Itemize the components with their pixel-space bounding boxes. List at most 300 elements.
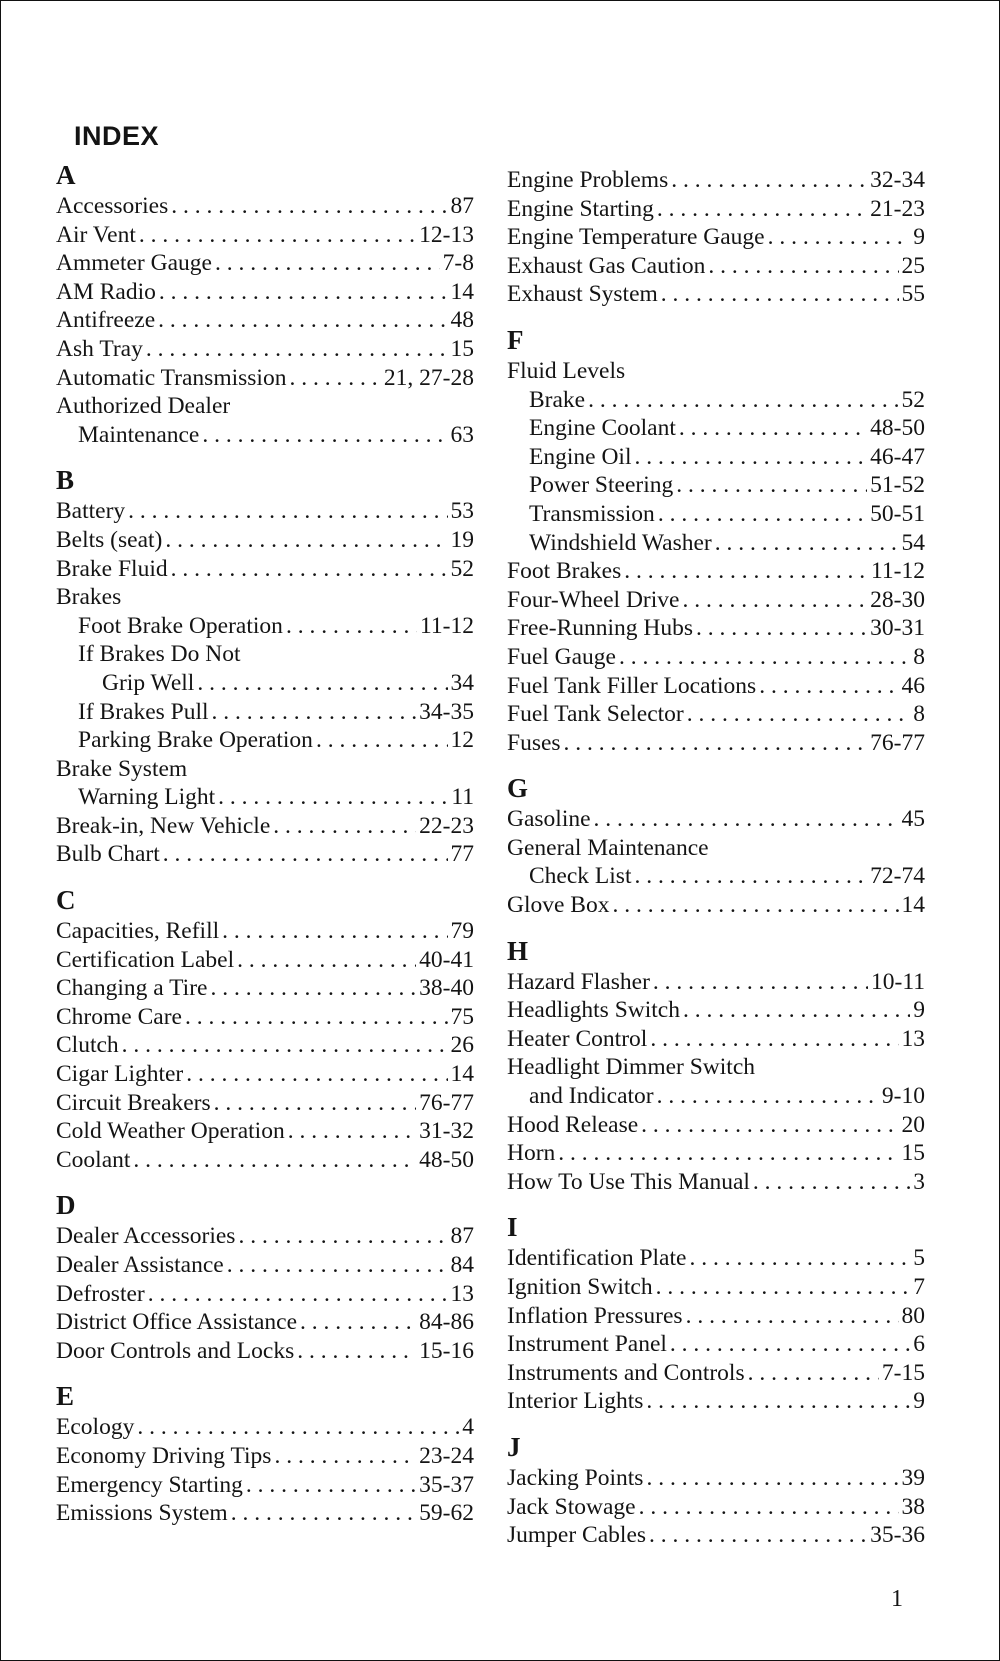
index-entry xyxy=(507,1025,925,1054)
entry-page: 84-86 xyxy=(419,1309,474,1336)
dot-leader xyxy=(646,1387,910,1416)
entry-page: 12-13 xyxy=(419,221,474,248)
dot-leader xyxy=(237,946,416,975)
index-entry xyxy=(56,755,474,784)
entry-label: Hazard Flasher xyxy=(507,968,650,995)
index-entry xyxy=(56,1499,474,1528)
entry-page: 10-11 xyxy=(871,968,925,995)
entry-label: Economy Driving Tips xyxy=(56,1442,272,1469)
dot-leader xyxy=(171,555,448,584)
index-entry xyxy=(56,1280,474,1309)
dot-leader xyxy=(624,557,868,586)
dot-leader xyxy=(689,1244,910,1273)
index-entry xyxy=(56,1003,474,1032)
index-entry xyxy=(507,557,925,586)
entry-page: 25 xyxy=(901,252,925,279)
index-entry xyxy=(507,1111,925,1140)
index-section xyxy=(56,158,474,449)
dot-leader xyxy=(163,840,448,869)
entry-page: 77 xyxy=(450,841,474,868)
index-entry xyxy=(507,1493,925,1522)
entry-page: 14 xyxy=(450,278,474,305)
entry-label: Glove Box xyxy=(507,892,610,919)
dot-leader xyxy=(133,1146,416,1175)
dot-leader xyxy=(612,891,898,920)
index-entry xyxy=(507,1168,925,1197)
entry-label: Cold Weather Operation xyxy=(56,1118,285,1145)
entry-label: Fuel Tank Selector xyxy=(507,701,684,728)
dot-leader xyxy=(657,195,867,224)
index-entry xyxy=(56,640,474,669)
dot-leader xyxy=(682,586,867,615)
entry-label: Instrument Panel xyxy=(507,1331,667,1358)
entry-label: Warning Light xyxy=(78,784,216,811)
dot-leader xyxy=(214,1089,417,1118)
entry-label: Four-Wheel Drive xyxy=(507,586,680,613)
dot-leader xyxy=(246,1471,416,1500)
entry-page: 13 xyxy=(450,1280,474,1307)
index-entry xyxy=(56,612,474,641)
index-entry xyxy=(56,840,474,869)
dot-leader xyxy=(288,1117,416,1146)
section-letter: I xyxy=(507,1212,518,1243)
entry-label: Automatic Transmission xyxy=(56,364,287,391)
index-entry xyxy=(507,223,925,252)
entry-label: Jacking Points xyxy=(507,1464,644,1491)
index-entry xyxy=(56,1060,474,1089)
entry-label: Circuit Breakers xyxy=(56,1089,211,1116)
dot-leader xyxy=(759,672,898,701)
index-entry xyxy=(56,1222,474,1251)
entry-label: Belts (seat) xyxy=(56,526,163,553)
entry-label: Inflation Pressures xyxy=(507,1302,683,1329)
index-entry xyxy=(56,392,474,421)
dot-leader xyxy=(215,249,440,278)
dot-leader xyxy=(148,1280,448,1309)
dot-leader xyxy=(650,1025,898,1054)
section-letter: F xyxy=(507,324,524,355)
entry-label: Certification Label xyxy=(56,946,235,973)
entry-page: 76-77 xyxy=(419,1089,474,1116)
index-entry xyxy=(507,443,925,472)
entry-page: 7-8 xyxy=(442,250,474,277)
entry-label: Jack Stowage xyxy=(507,1493,636,1520)
index-entry xyxy=(56,1442,474,1471)
section-letter: J xyxy=(507,1431,521,1462)
entry-label: Engine Coolant xyxy=(529,415,676,442)
index-section xyxy=(56,463,474,869)
index-entry xyxy=(56,726,474,755)
entry-label: Windshield Washer xyxy=(529,529,712,556)
dot-leader xyxy=(634,862,867,891)
entry-label: Jumper Cables xyxy=(507,1522,647,1549)
index-entry xyxy=(56,1251,474,1280)
entry-page: 76-77 xyxy=(870,729,925,756)
entry-page: 11-12 xyxy=(420,612,474,639)
index-entry xyxy=(507,729,925,758)
entry-page: 6 xyxy=(913,1331,925,1358)
dot-leader xyxy=(753,1168,910,1197)
dot-leader xyxy=(687,700,911,729)
dot-leader xyxy=(146,335,448,364)
entry-label: Gasoline xyxy=(507,806,591,833)
entry-page: 4 xyxy=(462,1414,474,1441)
entry-label: Accessories xyxy=(56,193,169,219)
dot-leader xyxy=(316,726,448,755)
dot-leader xyxy=(588,386,898,415)
entry-page: 63 xyxy=(450,421,474,448)
dot-leader xyxy=(696,614,867,643)
entry-page: 15-16 xyxy=(419,1337,474,1364)
entry-page: 55 xyxy=(901,281,925,308)
entry-label: Headlights Switch xyxy=(507,997,680,1024)
entry-page: 11-12 xyxy=(871,558,925,585)
index-entry xyxy=(507,1359,925,1388)
dot-leader xyxy=(653,968,868,997)
entry-label: Foot Brake Operation xyxy=(78,612,283,639)
dot-leader xyxy=(300,1308,416,1337)
index-entry xyxy=(507,166,925,195)
entry-label: Air Vent xyxy=(56,221,136,248)
index-entry xyxy=(507,1387,925,1416)
index-entry xyxy=(507,805,925,834)
index-entry xyxy=(507,386,925,415)
index-entry xyxy=(507,996,925,1025)
entry-label: Door Controls and Locks xyxy=(56,1337,295,1364)
entry-page: 45 xyxy=(901,806,925,833)
dot-leader xyxy=(218,783,448,812)
dot-leader xyxy=(558,1139,898,1168)
entry-label: Parking Brake Operation xyxy=(78,727,313,754)
entry-label: Dealer Assistance xyxy=(56,1252,224,1278)
entry-label: Fuel Tank Filler Locations xyxy=(507,672,757,699)
dot-leader xyxy=(657,1082,879,1111)
entry-page: 30-31 xyxy=(870,615,925,642)
index-entry xyxy=(507,252,925,281)
entry-page: 48 xyxy=(450,307,474,334)
entry-label: Transmission xyxy=(529,500,655,527)
index-entry xyxy=(507,1273,925,1302)
index-entry xyxy=(507,471,925,500)
dot-leader xyxy=(197,669,447,698)
index-entry xyxy=(507,500,925,529)
index-entry xyxy=(507,891,925,920)
index-entry xyxy=(507,1082,925,1111)
index-entry xyxy=(56,946,474,975)
entry-page: 53 xyxy=(450,498,474,525)
entry-label: Break-in, New Vehicle xyxy=(56,812,271,839)
dot-leader xyxy=(708,252,898,281)
dot-leader xyxy=(683,996,910,1025)
entry-page: 38-40 xyxy=(419,975,474,1002)
entry-page: 38 xyxy=(901,1493,925,1520)
entry-label: Horn xyxy=(507,1140,556,1167)
index-entry xyxy=(507,1053,925,1082)
entry-label: Clutch xyxy=(56,1032,119,1059)
entry-page: 5 xyxy=(913,1245,925,1272)
index-entry xyxy=(507,834,925,863)
entry-label: and Indicator xyxy=(529,1083,654,1110)
entry-label: Engine Oil xyxy=(529,443,632,470)
index-entry xyxy=(56,1031,474,1060)
entry-label: Cigar Lighter xyxy=(56,1061,184,1088)
index-section xyxy=(507,166,925,309)
dot-leader xyxy=(639,1493,899,1522)
entry-page: 9-10 xyxy=(881,1083,925,1110)
dot-leader xyxy=(273,812,416,841)
entry-label: Power Steering xyxy=(529,472,674,499)
index-entry xyxy=(507,643,925,672)
dot-leader xyxy=(212,698,417,727)
index-entry xyxy=(507,280,925,309)
index-section xyxy=(56,883,474,1174)
dot-leader xyxy=(646,1464,898,1493)
dot-leader xyxy=(137,1413,459,1442)
entry-page: 15 xyxy=(901,1140,925,1167)
entry-label: How To Use This Manual xyxy=(507,1168,750,1195)
entry-page: 35-36 xyxy=(870,1522,925,1549)
dot-leader xyxy=(297,1337,416,1366)
entry-label: Exhaust System xyxy=(507,281,658,308)
entry-label: Heater Control xyxy=(507,1025,648,1052)
dot-leader xyxy=(238,1222,447,1251)
index-entry xyxy=(56,1146,474,1175)
index-entry xyxy=(507,1330,925,1359)
index-entry xyxy=(56,1471,474,1500)
section-letter: E xyxy=(56,1381,75,1412)
entry-page: 75 xyxy=(450,1003,474,1030)
entry-page: 34 xyxy=(450,669,474,696)
section-letter: G xyxy=(507,773,529,804)
entry-label: Brake xyxy=(529,386,586,413)
entry-page: 84 xyxy=(450,1252,474,1278)
section-letter: C xyxy=(56,885,76,916)
index-entry xyxy=(56,669,474,698)
index-entry xyxy=(507,862,925,891)
section-letter: H xyxy=(507,935,529,966)
entry-page: 52 xyxy=(450,555,474,582)
entry-page: 14 xyxy=(450,1061,474,1088)
index-section xyxy=(507,934,925,1197)
entry-page: 9 xyxy=(913,224,925,251)
entry-label: Fluid Levels xyxy=(507,357,626,384)
dot-leader xyxy=(227,1251,448,1280)
index-entry xyxy=(56,421,474,450)
entry-label: Emissions System xyxy=(56,1500,228,1527)
left-column xyxy=(56,158,474,1542)
entry-page: 28-30 xyxy=(870,586,925,613)
dot-leader xyxy=(658,500,867,529)
dot-leader xyxy=(165,526,447,555)
entry-label: Ash Tray xyxy=(56,335,143,362)
entry-page: 52 xyxy=(901,386,925,413)
dot-leader xyxy=(139,221,416,250)
entry-label: Fuel Gauge xyxy=(507,643,616,670)
entry-label: Foot Brakes xyxy=(507,558,622,585)
index-section xyxy=(56,1188,474,1365)
dot-leader xyxy=(670,1330,910,1359)
entry-page: 7-15 xyxy=(881,1359,925,1386)
index-entry xyxy=(56,583,474,612)
dot-leader xyxy=(679,414,867,443)
index-section xyxy=(507,1430,925,1550)
index-entry xyxy=(507,1302,925,1331)
entry-page: 22-23 xyxy=(419,812,474,839)
index-entry xyxy=(56,278,474,307)
entry-page: 31-32 xyxy=(419,1118,474,1145)
index-entry xyxy=(56,192,474,221)
entry-page: 72-74 xyxy=(870,863,925,890)
entry-page: 15 xyxy=(450,335,474,362)
entry-label: Ecology xyxy=(56,1414,135,1441)
index-entry xyxy=(507,195,925,224)
index-entry xyxy=(56,221,474,250)
entry-label: Emergency Starting xyxy=(56,1471,243,1498)
entry-label: Capacities, Refill xyxy=(56,918,220,945)
dot-leader xyxy=(289,364,380,393)
page-title: INDEX xyxy=(74,121,160,151)
entry-label: Brakes xyxy=(56,584,122,611)
entry-page: 14 xyxy=(901,892,925,919)
entry-label: Engine Problems xyxy=(507,167,669,193)
entry-page: 19 xyxy=(450,526,474,553)
index-entry xyxy=(56,497,474,526)
entry-page: 87 xyxy=(450,193,474,219)
index-entry xyxy=(56,1117,474,1146)
entry-page: 12 xyxy=(450,727,474,754)
dot-leader xyxy=(128,497,447,526)
index-entry xyxy=(507,414,925,443)
dot-leader xyxy=(715,529,899,558)
index-section xyxy=(56,1379,474,1527)
index-entry xyxy=(56,555,474,584)
index-entry xyxy=(56,812,474,841)
index-entry xyxy=(507,614,925,643)
index-entry xyxy=(56,1308,474,1337)
dot-leader xyxy=(202,421,447,450)
index-entry xyxy=(507,1521,925,1550)
dot-leader xyxy=(158,306,447,335)
entry-page: 23-24 xyxy=(419,1442,474,1469)
index-section xyxy=(507,771,925,919)
index-entry xyxy=(507,529,925,558)
entry-label: Coolant xyxy=(56,1146,131,1173)
index-entry xyxy=(56,698,474,727)
index-entry xyxy=(507,1139,925,1168)
section-letter: A xyxy=(56,160,76,190)
entry-page: 54 xyxy=(901,529,925,556)
index-entry xyxy=(507,586,925,615)
entry-label: Ignition Switch xyxy=(507,1274,653,1300)
entry-page: 26 xyxy=(450,1032,474,1059)
entry-page: 7 xyxy=(913,1274,925,1300)
dot-leader xyxy=(661,280,899,309)
entry-page: 9 xyxy=(913,997,925,1024)
dot-leader xyxy=(564,729,868,758)
entry-page: 9 xyxy=(913,1388,925,1415)
dot-leader xyxy=(286,612,417,641)
dot-leader xyxy=(171,192,447,221)
index-section xyxy=(507,323,925,757)
entry-label: Dealer Accessories xyxy=(56,1223,236,1250)
dot-leader xyxy=(748,1359,879,1388)
entry-label: Free-Running Hubs xyxy=(507,615,694,642)
dot-leader xyxy=(686,1302,899,1331)
index-entry xyxy=(507,357,925,386)
entry-label: Engine Temperature Gauge xyxy=(507,224,765,251)
index-entry xyxy=(507,1244,925,1273)
index-section xyxy=(507,1210,925,1416)
entry-label: Battery xyxy=(56,498,126,525)
entry-page: 34-35 xyxy=(419,698,474,725)
entry-page: 80 xyxy=(901,1302,925,1329)
entry-page: 13 xyxy=(901,1025,925,1052)
entry-label: Interior Lights xyxy=(507,1388,644,1415)
section-letter: B xyxy=(56,465,75,496)
dot-leader xyxy=(231,1499,416,1528)
index-entry xyxy=(507,1464,925,1493)
entry-page: 21-23 xyxy=(870,195,925,222)
entry-page: 50-51 xyxy=(870,500,925,527)
index-entry xyxy=(56,249,474,278)
entry-page: 87 xyxy=(450,1223,474,1250)
page-number: 1 xyxy=(891,1586,903,1612)
entry-label: If Brakes Do Not xyxy=(78,641,241,668)
entry-label: District Office Assistance xyxy=(56,1309,298,1336)
entry-label: General Maintenance xyxy=(507,834,709,861)
dot-leader xyxy=(641,1111,898,1140)
entry-label: Ammeter Gauge xyxy=(56,250,212,277)
dot-leader xyxy=(676,471,867,500)
dot-leader xyxy=(122,1031,448,1060)
dot-leader xyxy=(222,917,447,946)
entry-label: Antifreeze xyxy=(56,307,156,334)
entry-page: 11 xyxy=(451,784,474,811)
index-entry xyxy=(56,1413,474,1442)
entry-label: Bulb Chart xyxy=(56,841,160,868)
dot-leader xyxy=(210,974,416,1003)
entry-label: Exhaust Gas Caution xyxy=(507,252,706,279)
entry-page: 3 xyxy=(913,1168,925,1195)
right-column xyxy=(507,166,925,1564)
index-entry xyxy=(56,917,474,946)
index-entry xyxy=(56,306,474,335)
index-entry xyxy=(507,672,925,701)
entry-label: Authorized Dealer xyxy=(56,393,231,420)
entry-page: 48-50 xyxy=(870,415,925,442)
entry-label: Maintenance xyxy=(78,421,200,448)
entry-page: 51-52 xyxy=(870,472,925,499)
entry-page: 8 xyxy=(913,643,925,670)
entry-page: 8 xyxy=(913,701,925,728)
entry-label: Hood Release xyxy=(507,1111,639,1138)
entry-label: Defroster xyxy=(56,1280,145,1307)
entry-page: 39 xyxy=(901,1464,925,1491)
entry-label: Identification Plate xyxy=(507,1245,687,1272)
entry-label: Changing a Tire xyxy=(56,975,208,1002)
index-entry xyxy=(56,783,474,812)
entry-label: Engine Starting xyxy=(507,195,654,222)
dot-leader xyxy=(185,1003,448,1032)
section-letter: D xyxy=(56,1190,76,1221)
index-entry xyxy=(56,526,474,555)
dot-leader xyxy=(274,1442,416,1471)
entry-label: Chrome Care xyxy=(56,1003,182,1030)
entry-label: Brake System xyxy=(56,755,188,782)
entry-label: Grip Well xyxy=(102,669,195,696)
index-entry xyxy=(507,968,925,997)
dot-leader xyxy=(649,1521,867,1550)
